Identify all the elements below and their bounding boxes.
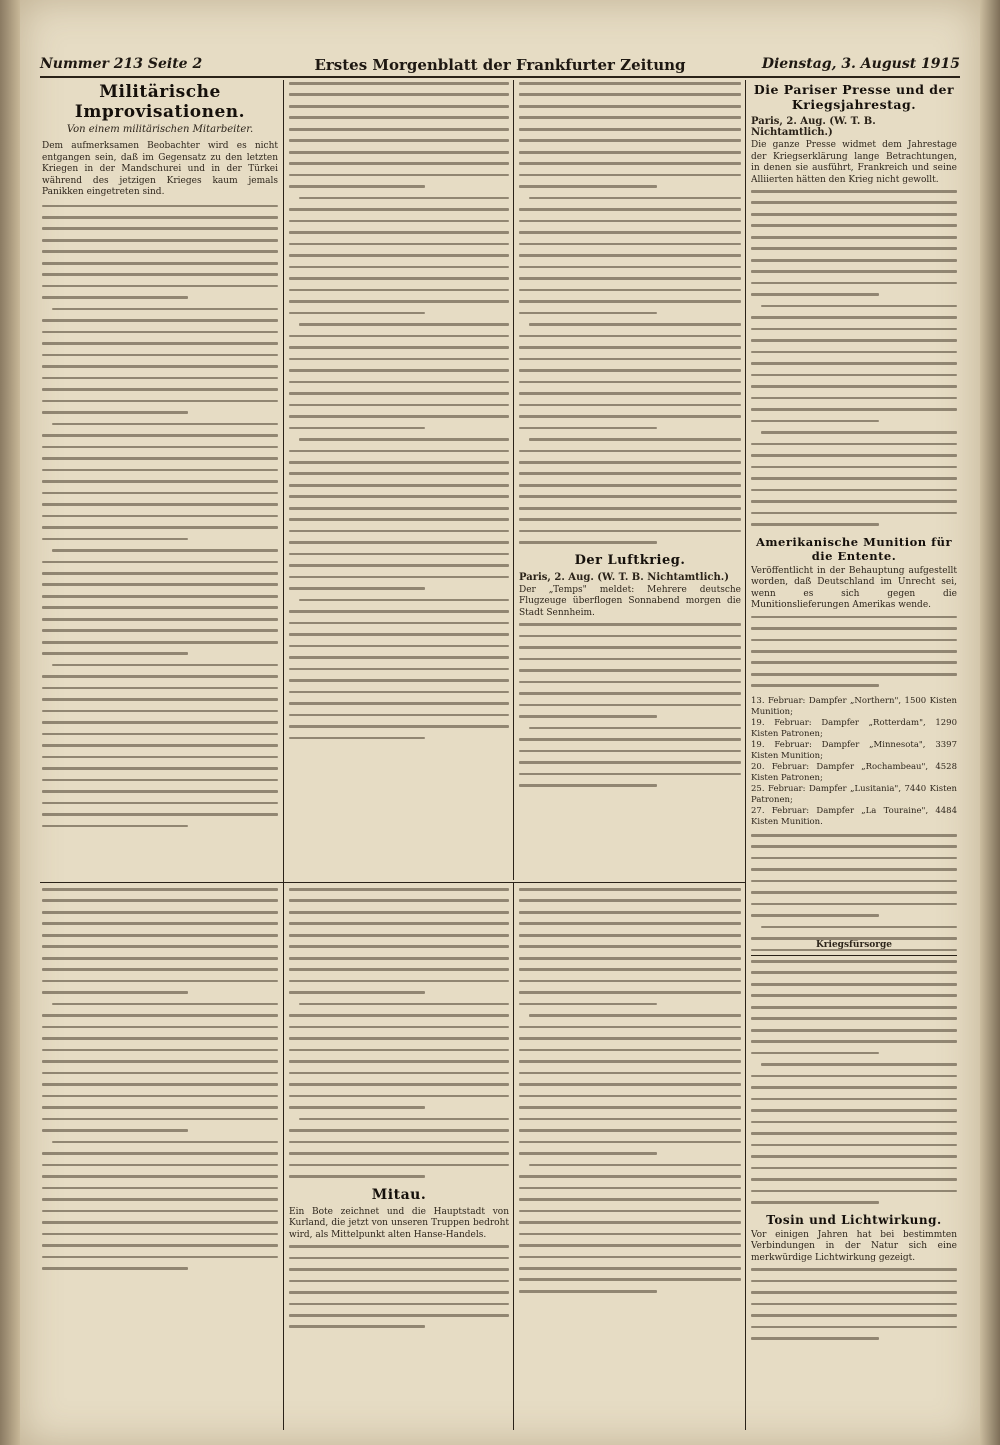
- luftkrieg-intro: Der „Temps" meldet: Mehrere deutsche Flugzeuge überflogen Sonnabend morgen die Stadt Sennheim.: [519, 584, 741, 618]
- mitau-title: Mitau.: [371, 1186, 427, 1203]
- shipment-item: 25. Februar: Dampfer „Lusitania", 7440 Kisten Patronen;: [751, 783, 957, 805]
- luftkrieg-title: Der Luftkrieg.: [574, 552, 686, 568]
- feuilleton-column-1: [42, 888, 278, 1428]
- column-rule: [513, 882, 514, 1430]
- article-title: Militärische Improvisationen.: [74, 82, 246, 122]
- shipment-list: [751, 696, 957, 828]
- page-right-edge: [980, 0, 1000, 1445]
- luftkrieg-dateline: Paris, 2. Aug. (W. T. B. Nichtamtlich.): [519, 571, 729, 583]
- mitau-intro: Ein Bote zeichnet und die Hauptstadt von Kurland, die jetzt von unseren Truppen bedroht wird, als Mittelpunkt alten Hanse-Handels.: [289, 1206, 509, 1240]
- page-left-edge: [0, 0, 20, 1445]
- munition-body: [751, 616, 957, 688]
- column-rule: [283, 80, 284, 1430]
- article-intro: Dem aufmerksamen Beobachter wird es nicht entgangen sein, daß im Gegensatz zu den letzten Kriegen in der Mandschurei und in der Türkei während des jetzigen Krieges kaum jemals Panikken eingetreten sind.: [42, 141, 278, 197]
- newspaper-title: Erstes Morgenblatt der Frankfurter Zeitung: [314, 56, 686, 74]
- article-byline: Von einem militärischen Mitarbeiter.: [66, 124, 254, 135]
- feuilleton-column-4: [751, 960, 957, 1428]
- column-rule: [745, 80, 746, 1430]
- shipment-item: 27. Februar: Dampfer „La Touraine", 4484 Kisten Munition.: [751, 805, 957, 827]
- article-column-3: [519, 82, 741, 880]
- shipment-item: 19. Februar: Dampfer „Minnesota", 3397 Kisten Munition;: [751, 739, 957, 761]
- feuilleton-column-2: [289, 888, 509, 1428]
- munition-intro: Veröffentlicht in der Behauptung aufgestellt worden, daß Deutschland im Unrecht sei, wenn es sich gegen die Munitionslieferungen Amerikas wende.: [751, 565, 957, 611]
- issue-number: Nummer 213 Seite 2: [40, 56, 203, 72]
- tosin-intro: Vor einigen Jahren hat bei bestimmten Verbindungen in der Natur sich eine merkwürdige Lichtwirkung gezeigt.: [751, 1229, 957, 1263]
- issue-date: Dienstag, 3. August 1915: [761, 56, 960, 72]
- press-intro: Die ganze Presse widmet dem Jahrestage der Kriegserklärung lange Betrachtungen, in denen sie ausführt, Frankreich und seine Alliierten hätten den Krieg nicht gewollt.: [751, 140, 957, 185]
- closing-note: [751, 940, 957, 954]
- press-body: [751, 190, 957, 526]
- article-column-4: [751, 82, 957, 952]
- article-improvisationen: [42, 82, 278, 880]
- press-title: Die Pariser Presse und der Kriegsjahrestag.: [753, 82, 955, 112]
- article-body: [519, 82, 741, 544]
- column-rule: [513, 80, 514, 880]
- tosin-title: Tosin und Lichtwirkung.: [766, 1212, 942, 1227]
- munition-body-end: [751, 834, 957, 952]
- notes-body: [751, 960, 957, 1204]
- munition-title: Amerikanische Munition für die Entente.: [755, 534, 953, 563]
- shipment-item: 13. Februar: Dampfer „Northern", 1500 Kisten Munition;: [751, 695, 957, 717]
- feuilleton-column-3: [519, 888, 741, 1428]
- feuilleton-body: [42, 888, 278, 1270]
- mitau-body: [289, 1245, 509, 1328]
- shipment-item: 20. Februar: Dampfer „Rochambeau", 4528 Kisten Patronen;: [751, 761, 957, 783]
- section-divider: [751, 955, 957, 956]
- luftkrieg-body: [519, 623, 741, 786]
- closing-text: Kriegsfürsorge: [815, 940, 893, 950]
- press-dateline: Paris, 2. Aug. (W. T. B. Nichtamtlich.): [751, 116, 876, 138]
- feuilleton-body: [519, 888, 741, 1293]
- shipment-item: 19. Februar: Dampfer „Rotterdam", 1290 Kisten Patronen;: [751, 717, 957, 739]
- article-body: [289, 82, 509, 739]
- masthead: [40, 54, 960, 78]
- article-body: [42, 205, 278, 828]
- tosin-body: [751, 1268, 957, 1340]
- feuilleton-body: [289, 888, 509, 1178]
- article-continuation: [289, 82, 509, 880]
- section-divider: [40, 882, 745, 883]
